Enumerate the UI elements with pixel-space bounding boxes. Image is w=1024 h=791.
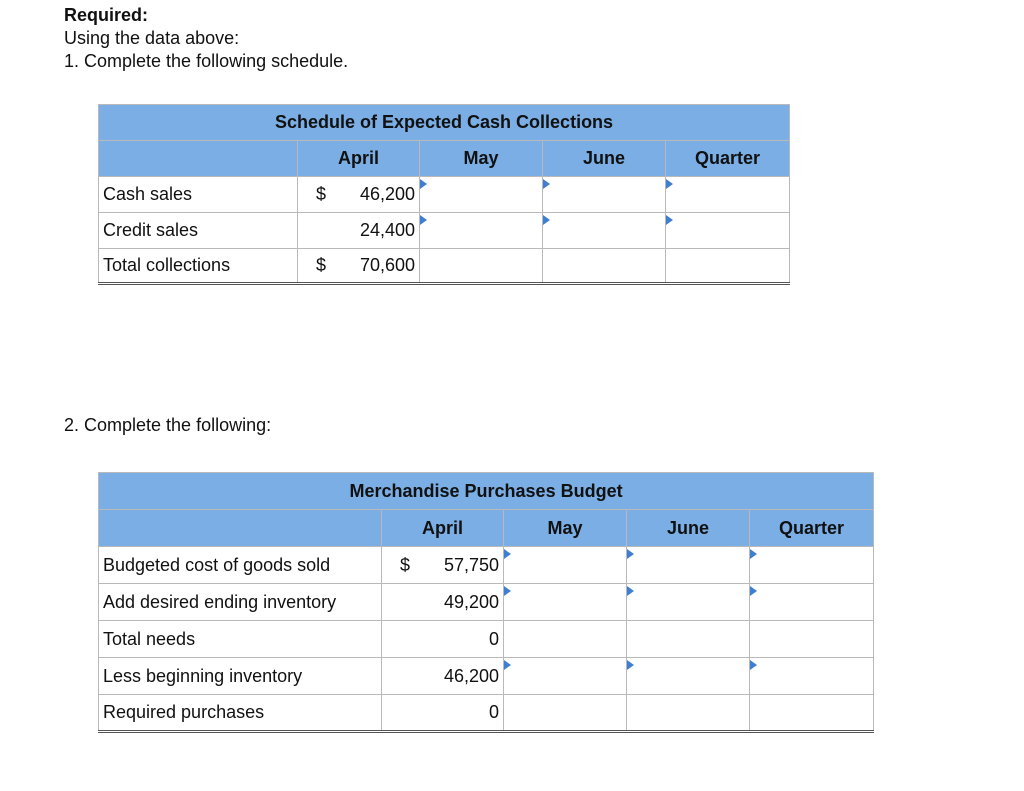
quarter-total <box>750 695 874 732</box>
april-value <box>382 695 504 732</box>
may-total <box>504 695 627 732</box>
june-calc <box>627 621 750 658</box>
col-quarter: Quarter <box>750 510 874 547</box>
quarter-input[interactable] <box>750 584 874 621</box>
cash-collections-table <box>98 104 790 285</box>
june-total <box>543 249 666 284</box>
may-calc <box>504 621 627 658</box>
may-input[interactable] <box>504 584 627 621</box>
april-value <box>382 584 504 621</box>
purchases-budget-title: Merchandise Purchases Budget <box>99 473 874 510</box>
purchases-budget-table <box>98 472 874 733</box>
quarter-input[interactable] <box>750 547 874 584</box>
quarter-calc <box>750 621 874 658</box>
amount: 46,200 <box>443 665 499 686</box>
step1-text: 1. Complete the following schedule. <box>64 51 349 71</box>
col-april: April <box>298 141 420 177</box>
row-label: Total needs <box>99 621 382 658</box>
step2-text: 2. Complete the following: <box>64 415 272 435</box>
quarter-input[interactable] <box>666 213 790 249</box>
header-blank <box>99 510 382 547</box>
amount: 0 <box>488 702 499 722</box>
june-input[interactable] <box>543 213 666 249</box>
required-heading: Required: <box>64 5 149 25</box>
table-row <box>99 658 874 695</box>
amount: 70,600 <box>359 255 415 275</box>
april-value <box>382 658 504 695</box>
row-label: Cash sales <box>99 177 298 213</box>
june-input[interactable] <box>627 584 750 621</box>
april-value <box>298 213 420 249</box>
june-input[interactable] <box>543 177 666 213</box>
table-row <box>99 695 874 732</box>
row-label: Budgeted cost of goods sold <box>99 547 382 584</box>
june-input[interactable] <box>627 547 750 584</box>
quarter-input[interactable] <box>750 658 874 695</box>
table-row <box>99 177 790 213</box>
amount: 49,200 <box>443 591 499 612</box>
col-june: June <box>627 510 750 547</box>
col-may: May <box>420 141 543 177</box>
currency-sign: $ <box>316 184 327 204</box>
table-row <box>99 621 874 658</box>
amount: 46,200 <box>359 184 415 204</box>
may-total <box>420 249 543 284</box>
col-june: June <box>543 141 666 177</box>
row-label: Credit sales <box>99 213 298 249</box>
june-total <box>627 695 750 732</box>
may-input[interactable] <box>420 213 543 249</box>
amount: 24,400 <box>359 220 415 240</box>
april-value <box>382 621 504 658</box>
quarter-input[interactable] <box>666 177 790 213</box>
table-row <box>99 584 874 621</box>
row-label: Add desired ending inventory <box>99 584 382 621</box>
intro-text: Using the data above: <box>64 28 240 48</box>
currency-sign: $ <box>400 554 411 575</box>
header-blank <box>99 141 298 177</box>
cash-collections-title: Schedule of Expected Cash Collections <box>99 105 790 141</box>
col-april: April <box>382 510 504 547</box>
june-input[interactable] <box>627 658 750 695</box>
may-input[interactable] <box>504 658 627 695</box>
amount: 57,750 <box>443 554 499 575</box>
row-label: Required purchases <box>99 695 382 732</box>
col-may: May <box>504 510 627 547</box>
may-input[interactable] <box>420 177 543 213</box>
april-value <box>382 547 504 584</box>
row-label: Less beginning inventory <box>99 658 382 695</box>
table-row <box>99 249 790 284</box>
table-row <box>99 213 790 249</box>
col-quarter: Quarter <box>666 141 790 177</box>
april-value <box>298 249 420 284</box>
april-value <box>298 177 420 213</box>
currency-sign: $ <box>316 255 327 275</box>
may-input[interactable] <box>504 547 627 584</box>
table-row <box>99 547 874 584</box>
row-label: Total collections <box>99 249 298 284</box>
quarter-total <box>666 249 790 284</box>
amount: 0 <box>488 628 499 649</box>
instructions <box>64 4 348 73</box>
